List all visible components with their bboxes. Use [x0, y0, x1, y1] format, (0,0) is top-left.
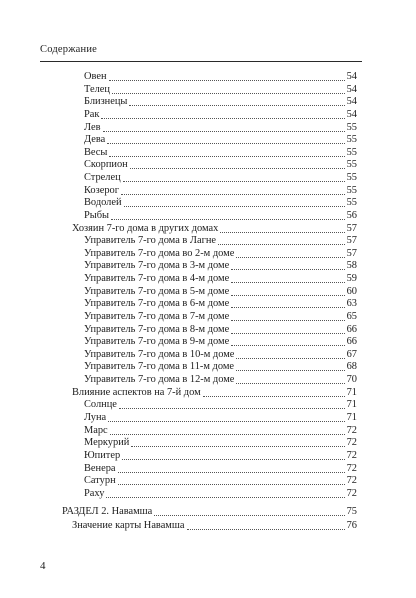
toc-entry-page: 70 — [346, 374, 357, 385]
toc-entry — [84, 335, 357, 348]
toc-entry-page: 68 — [346, 361, 357, 372]
toc-entry — [84, 411, 357, 424]
toc-entry-page: 60 — [346, 286, 357, 297]
toc-entry-label: Лев — [84, 122, 101, 133]
dot-leader — [107, 143, 344, 144]
toc-entry-label: Управитель 7-го дома в 3-м доме — [84, 260, 230, 271]
toc-entry — [84, 449, 357, 462]
dot-leader — [231, 320, 344, 321]
toc-entry-page: 66 — [346, 336, 357, 347]
dot-leader — [108, 421, 344, 422]
toc-entry-page: 63 — [346, 298, 357, 309]
toc-entry-label: Управитель 7-го дома во 2-м доме — [84, 248, 235, 259]
dot-leader — [236, 358, 344, 359]
dot-leader — [218, 244, 345, 245]
toc-entry-label: Управитель 7-го дома в 12-м доме — [84, 374, 235, 385]
toc-entry-label: Марс — [84, 425, 108, 436]
toc-entry-label: Управитель 7-го дома в 4-м доме — [84, 273, 230, 284]
toc-entry-label: Раху — [84, 488, 105, 499]
toc-entry-page: 54 — [346, 71, 357, 82]
toc-entry-label: Хозяин 7-го дома в других домах — [72, 223, 219, 234]
toc-entry — [84, 70, 357, 83]
toc-entry-page: 67 — [346, 349, 357, 360]
toc-entry-label: Управитель 7-го дома в 5-м доме — [84, 286, 230, 297]
toc-entry-label: Управитель 7-го дома в 9-м доме — [84, 336, 230, 347]
toc-entry-page: 59 — [346, 273, 357, 284]
toc-entry-page: 55 — [346, 147, 357, 158]
toc-entry-page: 76 — [346, 520, 357, 531]
toc-entry — [84, 310, 357, 323]
toc-entry-label: Рак — [84, 109, 100, 120]
dot-leader — [231, 307, 344, 308]
toc-entry — [84, 360, 357, 373]
toc-entry-page: 72 — [346, 475, 357, 486]
toc-entry-page: 55 — [346, 159, 357, 170]
toc-entry-page: 57 — [346, 235, 357, 246]
dot-leader — [129, 105, 344, 106]
toc-entry-page: 75 — [346, 506, 357, 517]
dot-leader — [236, 383, 344, 384]
dot-leader — [118, 484, 345, 485]
toc-entry-label: Скорпион — [84, 159, 128, 170]
dot-leader — [122, 459, 344, 460]
toc-entry-page: 72 — [346, 450, 357, 461]
toc-entry — [84, 436, 357, 449]
toc-entry-label: Управитель 7-го дома в 8-м доме — [84, 324, 230, 335]
toc-entry — [84, 133, 357, 146]
dot-leader — [111, 219, 345, 220]
toc-entry-page: 72 — [346, 488, 357, 499]
toc-entry-page: 72 — [346, 425, 357, 436]
toc-entry-label: Значение карты Навамша — [72, 520, 185, 531]
toc-entry-label: Управитель 7-го дома в Лагне — [84, 235, 216, 246]
dot-leader — [203, 396, 345, 397]
toc-entry-label: Венера — [84, 463, 116, 474]
toc-entry-page: 55 — [346, 122, 357, 133]
toc-entry — [84, 234, 357, 247]
toc-entry-label: Юпитер — [84, 450, 121, 461]
toc-entry-page: 54 — [346, 109, 357, 120]
toc-entry-page: 56 — [346, 210, 357, 221]
toc-entry-page: 71 — [346, 412, 357, 423]
toc-entry-label: Сатурн — [84, 475, 116, 486]
toc-entry-label: Управитель 7-го дома в 10-м доме — [84, 349, 235, 360]
toc-entry — [84, 95, 357, 108]
toc-entry — [84, 474, 357, 487]
toc-entry-label: Меркурий — [84, 437, 130, 448]
dot-leader — [231, 333, 344, 334]
toc-entry — [84, 108, 357, 121]
dot-leader — [112, 93, 345, 94]
toc-entry-label: Управитель 7-го дома в 7-м доме — [84, 311, 230, 322]
toc-entry-label: Управитель 7-го дома в 6-м доме — [84, 298, 230, 309]
toc-entry-label: Водолей — [84, 197, 122, 208]
toc-entry-page: 54 — [346, 96, 357, 107]
dot-leader — [121, 194, 345, 195]
dot-leader — [220, 232, 344, 233]
toc-entry-page: 55 — [346, 185, 357, 196]
dot-leader — [110, 434, 345, 435]
dot-leader — [236, 257, 344, 258]
toc-entry-page: 57 — [346, 223, 357, 234]
toc-entry-label: Близнецы — [84, 96, 128, 107]
toc-entry-page: 72 — [346, 437, 357, 448]
dot-leader — [231, 295, 344, 296]
toc-entry — [84, 196, 357, 209]
dot-leader — [101, 118, 344, 119]
toc-entry — [84, 398, 357, 411]
toc-entry — [84, 272, 357, 285]
toc-entry — [84, 259, 357, 272]
header-rule — [40, 61, 362, 62]
toc-entry — [72, 519, 357, 532]
dot-leader — [119, 408, 345, 409]
dot-leader — [131, 446, 344, 447]
dot-leader — [109, 156, 344, 157]
toc-entry — [84, 297, 357, 310]
toc-entry-page: 58 — [346, 260, 357, 271]
toc-entry-page: 65 — [346, 311, 357, 322]
dot-leader — [231, 282, 344, 283]
toc-entry-label: Влияние аспектов на 7-й дом — [72, 387, 201, 398]
running-header: Содержание — [40, 44, 98, 55]
dot-leader — [123, 181, 345, 182]
dot-leader — [231, 345, 344, 346]
dot-leader — [106, 497, 344, 498]
toc-entry — [62, 505, 357, 518]
dot-leader — [231, 269, 344, 270]
toc-entry-label: Козерог — [84, 185, 119, 196]
toc-entry-page: 57 — [346, 248, 357, 259]
toc-entry-page: 71 — [346, 399, 357, 410]
dot-leader — [124, 206, 345, 207]
toc-entry-label: Стрелец — [84, 172, 121, 183]
dot-leader — [154, 515, 344, 516]
toc-entry — [84, 171, 357, 184]
dot-leader — [130, 168, 345, 169]
toc-entry-page: 72 — [346, 463, 357, 474]
dot-leader — [109, 80, 345, 81]
toc-entry-page: 66 — [346, 324, 357, 335]
toc-entry — [84, 209, 357, 222]
toc-entry-page: 71 — [346, 387, 357, 398]
toc-entry-page: 55 — [346, 172, 357, 183]
dot-leader — [118, 472, 345, 473]
toc-entry — [84, 158, 357, 171]
page-number: 4 — [40, 560, 46, 572]
toc-entry — [84, 487, 357, 500]
toc-entry-page: 54 — [346, 84, 357, 95]
toc-entry-label: Овен — [84, 71, 107, 82]
toc-entry-label: Телец — [84, 84, 110, 95]
toc-entry-label: Луна — [84, 412, 107, 423]
toc-entry-label: Весы — [84, 147, 108, 158]
dot-leader — [187, 529, 345, 530]
toc-entry-label: Дева — [84, 134, 106, 145]
toc-entry-label: РАЗДЕЛ 2. Навамша — [62, 506, 153, 517]
toc-entry — [84, 373, 357, 386]
toc-entry-page: 55 — [346, 197, 357, 208]
dot-leader — [103, 131, 345, 132]
toc-entry-label: Рыбы — [84, 210, 110, 221]
toc-entry-label: Управитель 7-го дома в 11-м доме — [84, 361, 235, 372]
toc-entry-label: Солнце — [84, 399, 117, 410]
dot-leader — [236, 370, 345, 371]
toc-entry-page: 55 — [346, 134, 357, 145]
